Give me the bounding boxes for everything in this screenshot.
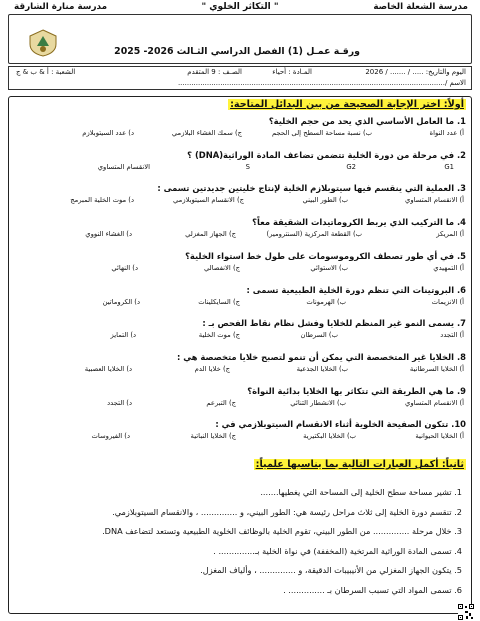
- fill-item-1[interactable]: [260, 487, 462, 497]
- question-number: 3.: [454, 183, 466, 194]
- name-field: الاسم /........................................................................................................................: [177, 79, 466, 87]
- option-4-3[interactable]: ج) الجهاز المغزلي: [185, 230, 236, 239]
- question-text: ما العامل الأساسي الذي يحد من حجم الخلية؟: [268, 116, 455, 126]
- option-4-1[interactable]: أ) المريكز: [436, 230, 464, 239]
- school-name-left: مدرسة منارة الشارقة: [14, 2, 108, 12]
- fill-item-3[interactable]: [102, 526, 462, 536]
- worksheet-title: ورقـة عمـل (1) الفصل الدراسي الثـالث 2026- 2025: [114, 46, 360, 57]
- question-10: [215, 419, 466, 429]
- option-7-2[interactable]: ب) السرطان: [300, 331, 338, 340]
- option-7-4[interactable]: د) التمايز: [110, 331, 136, 340]
- question-5: [185, 251, 466, 261]
- grade-field: الصـف : 9 المتقدم: [187, 68, 242, 76]
- fill-item-text: تشير مساحة سطح الخلية إلى المساحة التي يغطيها.......: [260, 487, 452, 497]
- question-text: الخلايا غير المتخصصة التي يمكن أن تنمو لتصبح خلايا متخصصة هي :: [176, 351, 455, 362]
- question-6: [246, 285, 466, 295]
- fill-item-number: 1.: [451, 487, 462, 497]
- fill-item-2[interactable]: [112, 507, 462, 517]
- option-10-3[interactable]: ج) الخلايا النباتية: [190, 432, 236, 441]
- option-2-3[interactable]: S: [245, 162, 250, 171]
- option-2-4[interactable]: الانقسام المتساوي: [97, 162, 150, 171]
- option-8-2[interactable]: ب) الخلايا الجذعية: [296, 364, 348, 373]
- question-number: 10.: [448, 419, 466, 430]
- fill-item-6[interactable]: [283, 585, 462, 595]
- school-emblem-icon: [26, 28, 60, 58]
- question-text: البروتينات التي تنظم دورة الخلية الطبيعية تسمى :: [246, 284, 455, 295]
- section2-title: [254, 459, 466, 470]
- fill-item-number: 2.: [451, 506, 462, 517]
- option-1-3[interactable]: ج) سمك الغشاء البلازمي: [171, 129, 242, 137]
- option-1-4[interactable]: د) عدد السيتوبلازم: [82, 129, 134, 137]
- option-9-1[interactable]: أ) الانقسام المتساوي: [405, 398, 464, 407]
- section1-title-text: أولاً: اختر الإجابة الصحيحة من بين البدائل المتاحة:: [230, 99, 464, 110]
- question-text: تتكون الصفيحة الخلوية أثناء الانقسام السيتوبلازمي في :: [215, 419, 449, 430]
- option-6-2[interactable]: ب) الهرمونات: [306, 297, 346, 306]
- option-9-2[interactable]: ب) الانشطار الثنائي: [290, 398, 346, 407]
- option-10-2[interactable]: ب) الخلايا البكتيرية: [303, 432, 356, 441]
- question-text: في أي طور تصطف الكروموسومات على طول خط استواء الخلية؟: [185, 250, 455, 261]
- section1-title: [228, 99, 466, 110]
- option-6-3[interactable]: ج) السايكلينات: [198, 297, 240, 306]
- fill-item-5[interactable]: [200, 565, 462, 575]
- fill-item-number: 3.: [451, 526, 462, 536]
- fill-item-text: خلال مرحلة .............. من الطور البيني، تقوم الخلية بالوظائف الخلوية الطبيعية وتستعد لتضاعف DNA.: [102, 526, 452, 536]
- option-8-1[interactable]: أ) الخلايا السرطانية: [409, 364, 464, 373]
- option-5-2[interactable]: ب) الاستوائي: [310, 263, 348, 272]
- option-5-3[interactable]: ج) الانفصالي: [204, 263, 240, 272]
- question-text: ما هي الطريقة التي تتكاثر بها الخلايا بدائية النواة؟: [247, 385, 455, 396]
- option-2-2[interactable]: G2: [346, 162, 356, 171]
- question-text: في مرحلة من دورة الخلية تتضمن تضاعف المادة الوراثية(DNA) ؟: [187, 149, 455, 160]
- section-field: الشعبة : أ & ب & ج: [16, 68, 76, 76]
- fill-item-number: 6.: [451, 584, 462, 595]
- question-number: 7.: [454, 318, 466, 329]
- question-8: [177, 352, 466, 362]
- fill-item-4[interactable]: [213, 546, 462, 556]
- subject-field: المـادة : أحياء: [272, 68, 312, 76]
- option-9-4[interactable]: د) التجدد: [107, 398, 132, 407]
- option-8-3[interactable]: ج) خلايا الدم: [194, 364, 230, 373]
- option-9-3[interactable]: ج) التبرعم: [206, 398, 236, 407]
- fill-item-number: 4.: [451, 545, 462, 556]
- question-text: العملية التي ينقسم فيها سيتوبلازم الخلية لإنتاج خليتين جديدتين تسمى :: [157, 183, 455, 194]
- question-1: [269, 116, 466, 126]
- worksheet-topic: " التكاثر الخلوي ": [201, 2, 279, 12]
- option-7-1[interactable]: أ) التجدد: [440, 331, 464, 340]
- question-text: يسمى النمو غير المنظم للخلايا وفشل نظام نقاط الفحص بـ :: [202, 318, 455, 329]
- school-name-right: مدرسة الشعلة الخاصة: [373, 2, 468, 12]
- option-7-3[interactable]: ج) موت الخلية: [198, 331, 240, 340]
- fill-item-text: يتكون الجهاز المغزلي من الأنيبيبات الدقيقة، و .............. ، وألياف المغزل.: [200, 565, 452, 575]
- option-6-1[interactable]: أ) الانزيمات: [431, 297, 464, 306]
- option-1-2[interactable]: ب) نسبة مساحة السطح إلى الحجم: [272, 129, 372, 137]
- question-number: 1.: [454, 116, 466, 126]
- option-10-1[interactable]: أ) الخلايا الحيوانية: [415, 432, 464, 441]
- option-5-1[interactable]: أ) التمهيدي: [433, 263, 464, 272]
- option-1-1[interactable]: أ) عدد النواة: [429, 129, 464, 137]
- question-number: 5.: [454, 250, 466, 261]
- option-5-4[interactable]: د) النهائي: [111, 263, 138, 272]
- option-8-4[interactable]: د) الخلايا العصبية: [84, 364, 132, 373]
- question-4: [252, 217, 466, 227]
- date-field: اليوم والتاريخ: ..... / ....... / 2026: [365, 68, 466, 76]
- option-6-4[interactable]: د) الكروماتين: [102, 297, 140, 306]
- option-10-4[interactable]: د) الفيروسات: [91, 432, 130, 441]
- fill-item-text: تسمى المادة الوراثية المرتخية (المخففة) في نواة الخلية بـ.............. .: [213, 545, 452, 556]
- question-number: 2.: [454, 149, 466, 160]
- option-4-4[interactable]: د) الغشاء النووي: [85, 230, 132, 239]
- fill-item-text: تنقسم دورة الخلية إلى ثلاث مراحل رئيسة هي: الطور البيني، و .............. ، والانقسام السيتوبلازمي.: [112, 506, 452, 517]
- question-number: 6.: [454, 284, 466, 295]
- option-3-4[interactable]: د) موت الخلية المبرمج: [70, 196, 134, 205]
- option-3-1[interactable]: أ) الانقسام المتساوي: [405, 196, 464, 205]
- question-7: [202, 318, 466, 328]
- qr-code-icon: [458, 604, 474, 620]
- option-3-2[interactable]: ب) الطور البيني: [302, 196, 348, 205]
- section2-title-text: ثانياً: أكمل العبارات التالية بما يناسبها علمياً:: [255, 459, 464, 470]
- option-4-2[interactable]: ب) القطعة المركزية (السنترومير): [266, 230, 362, 239]
- question-text: ما التركيب الذي يربط الكروماتيدات الشقيقة معاً؟: [252, 217, 455, 228]
- option-2-1[interactable]: G1: [444, 162, 454, 171]
- question-number: 4.: [454, 217, 466, 228]
- question-number: 9.: [454, 385, 466, 396]
- fill-item-text: تسمى المواد التي تسبب السرطان بـ .............. .: [283, 584, 452, 595]
- question-9: [247, 386, 466, 396]
- question-number: 8.: [454, 351, 466, 362]
- question-3: [157, 183, 466, 193]
- option-3-3[interactable]: ج) الانقسام السيتوبلازمي: [173, 196, 244, 205]
- question-2: [187, 150, 466, 160]
- fill-item-number: 5.: [451, 565, 462, 575]
